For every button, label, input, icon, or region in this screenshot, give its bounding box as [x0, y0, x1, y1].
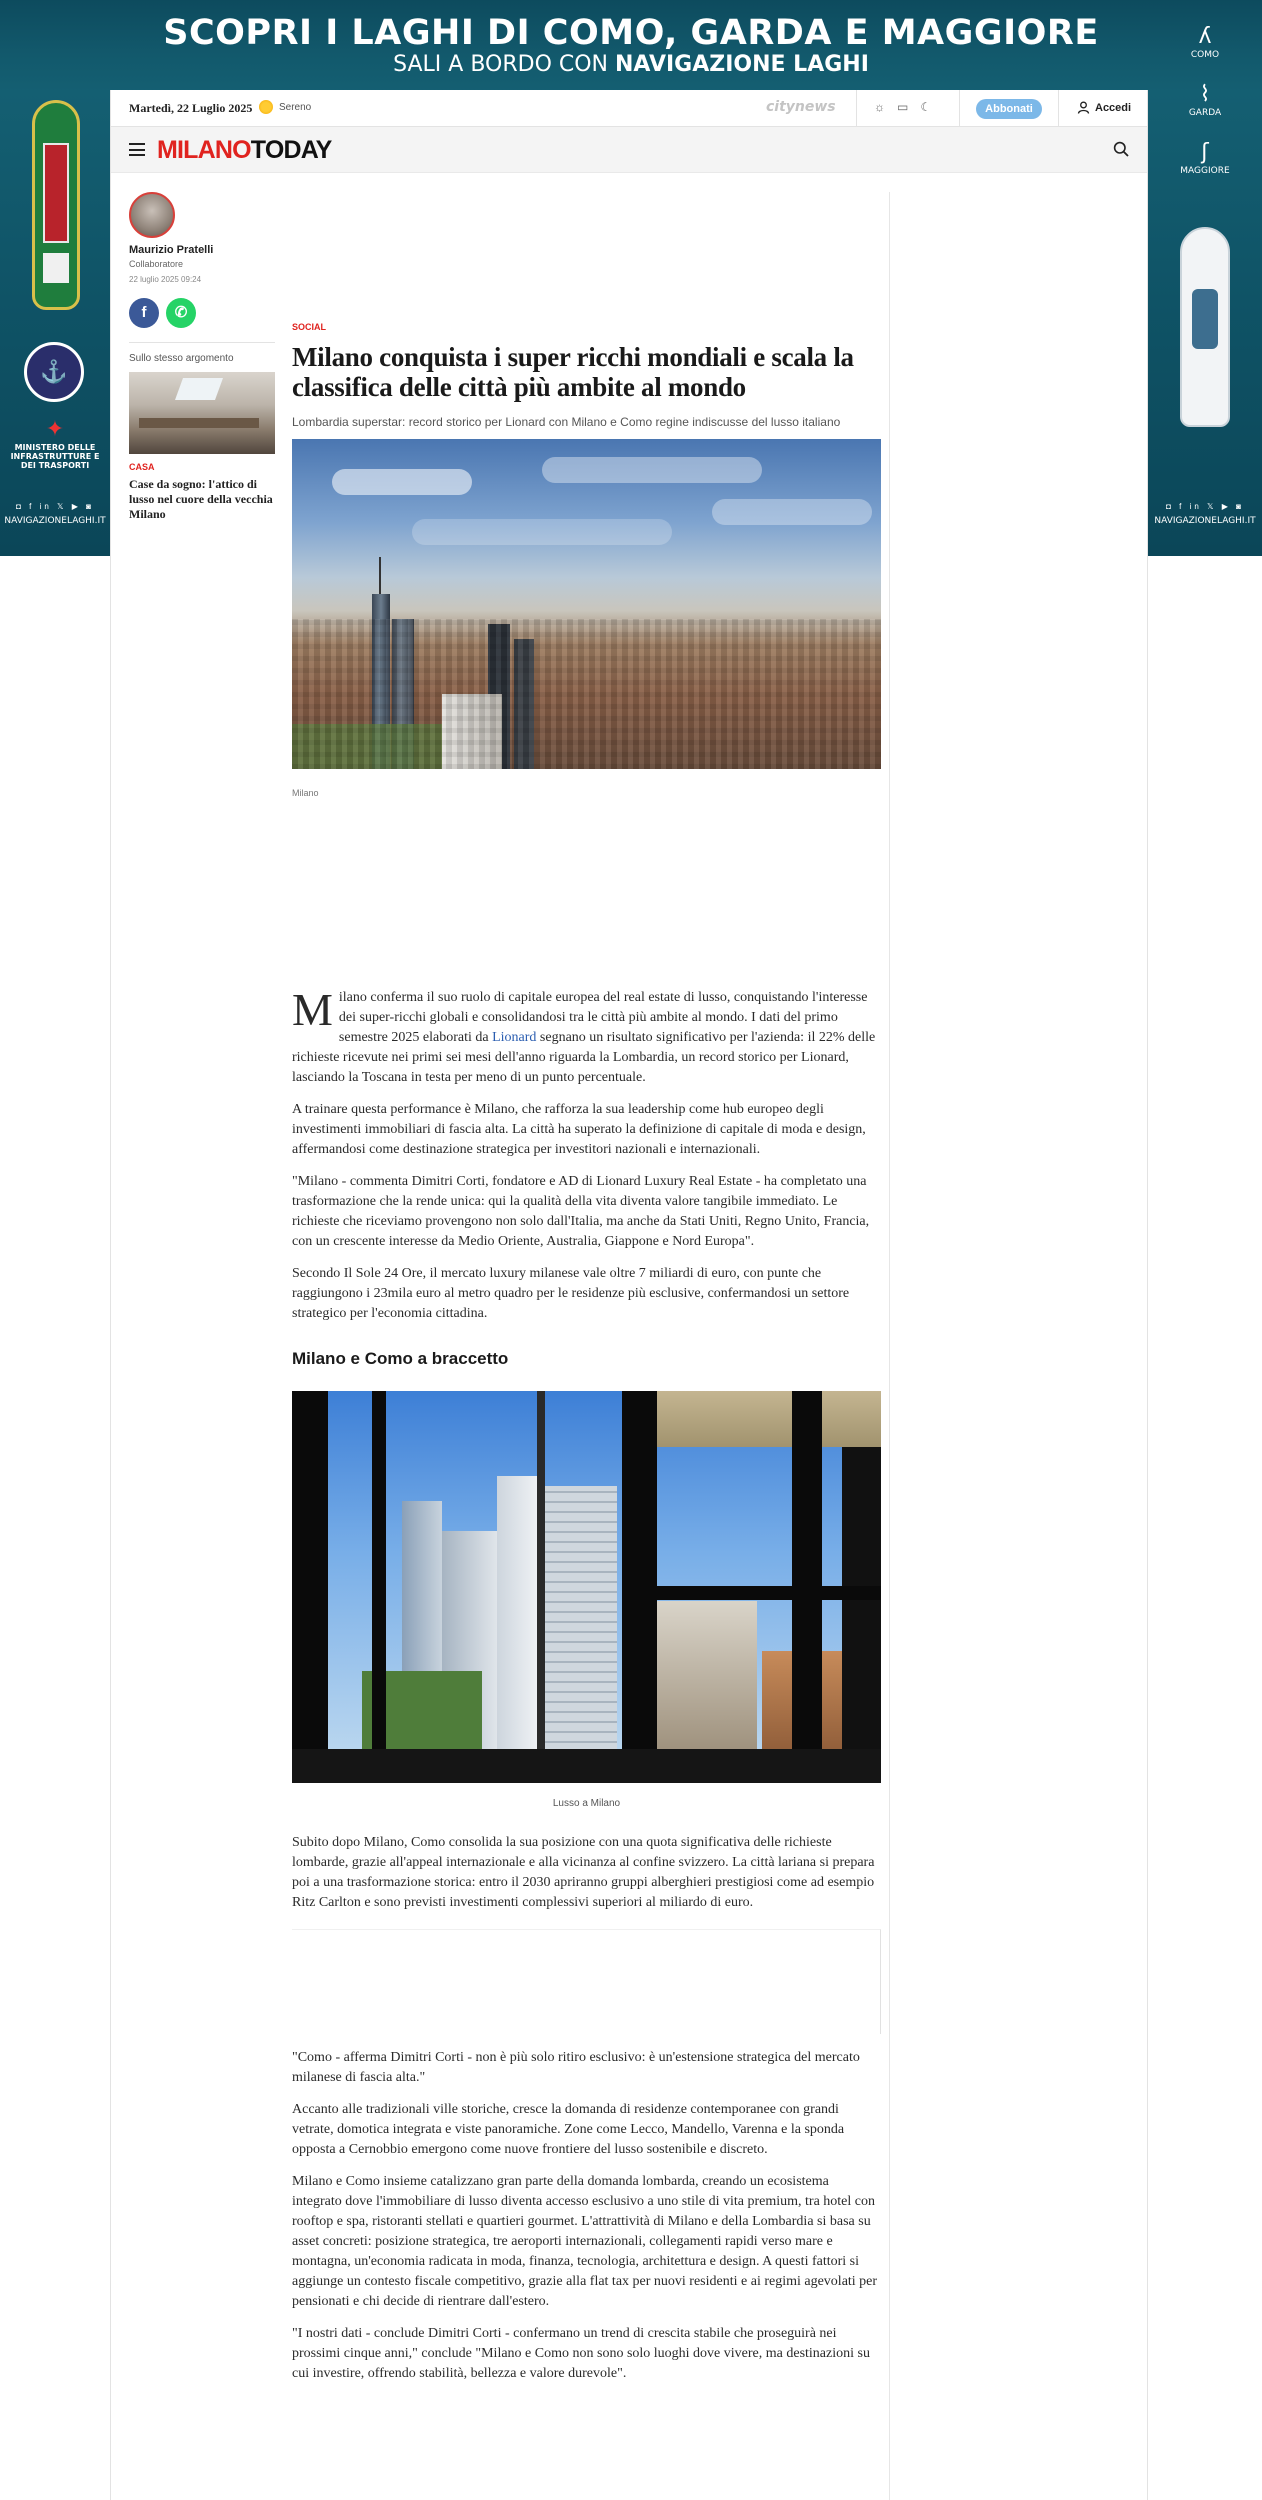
ad-social-icons: ◘ f in 𝕏 ▶ ◙ [16, 502, 94, 511]
ad-site-link[interactable]: NAVIGAZIONELAGHI.IT [4, 516, 106, 526]
hero-image[interactable] [292, 439, 881, 769]
weather-label: Sereno [279, 101, 312, 113]
subscribe-button[interactable]: Abbonati [976, 99, 1042, 119]
user-icon [1077, 101, 1090, 114]
navigation-crest-icon: ⚓ [24, 342, 84, 402]
ad-headline: SCOPRI I LAGHI DI COMO, GARDA E MAGGIORE [163, 13, 1099, 53]
site-logo[interactable]: MILANOTODAY [157, 136, 332, 164]
share-buttons [129, 298, 275, 328]
hero-caption: Milano [292, 788, 319, 798]
boat-illustration [1180, 227, 1230, 427]
ad-subline: SALI A BORDO CON NAVIGAZIONE LAGHI [393, 52, 869, 77]
author-name[interactable]: Maurizio Pratelli [129, 244, 214, 256]
article-title: Milano conquista i super ricchi mondiali e scala la classifica delle città più ambite al mondo [292, 342, 854, 402]
ad-skin-right[interactable] [1148, 24, 1262, 556]
system-mode-icon[interactable]: ▭ [897, 100, 909, 114]
sun-icon [259, 100, 273, 114]
paragraph-1: Milano conferma il suo ruolo di capitale europea del real estate di lusso, conquistando l'interesse dei super-ricchi globali e consolidandosi tra le città più ambite al mondo. I dati del primo semestre 2025 elaborati da Lionard segnano un risultato significativo per l'azienda: il 22% delle richieste ricevute nei primi sei mesi dell'anno riguarda la Lombardia, un record storico per Lionard, lasciando la Toscana in testa per meno di un punto percentuale. [292, 984, 876, 1085]
author-avatar[interactable] [129, 192, 175, 238]
whatsapp-share-icon[interactable]: ✆ [166, 298, 196, 328]
site-container [110, 90, 1148, 2500]
paragraph-4: Secondo Il Sole 24 Ore, il mercato luxury milanese vale oltre 7 miliardi di euro, con punte che raggiungono i 23mila euro al metro quadro per le residenze più esclusive, confermandosi un settore strategico per l'economia cittadina. [292, 1266, 850, 1321]
related-category[interactable]: CASA [129, 462, 155, 472]
dropcap: M [292, 984, 333, 1035]
login-label: Accedi [1095, 101, 1132, 114]
theme-switcher [874, 100, 931, 114]
luxury-interior-image[interactable] [292, 1391, 881, 1783]
related-article-image[interactable] [129, 372, 275, 454]
login-button[interactable] [1077, 101, 1131, 114]
ad-skin-left[interactable] [0, 92, 110, 556]
ad-site-link-right[interactable]: NAVIGAZIONELAGHI.IT [1154, 516, 1256, 526]
author-role: Collaboratore [129, 259, 184, 269]
paragraph-9: "I nostri dati - conclude Dimitri Corti - confermano un trend di crescita stabile che proseguirà nei prossimi cinque anni," conclude "Milano e Como non sono solo luoghi dove vivere, ma destinazioni su cui investire, offrendo stabilità, bellezza e valore durevole". [292, 2326, 870, 2381]
article-body-continued [292, 2048, 881, 2384]
related-label: Sullo stesso argomento [129, 353, 234, 364]
article-subtitle: Lombardia superstar: record storico per Lionard con Milano e Como regine indiscusse del lusso italiano [292, 415, 841, 429]
weather [259, 100, 311, 114]
related-article-title[interactable]: Case da sogno: l'attico di lusso nel cuore della vecchia Milano [129, 477, 273, 521]
paragraph-7: Accanto alle tradizionali ville storiche, cresce la domanda di residenze contemporanee con grandi vetrate, domotica integrata e viste panoramiche. Zone come Lecco, Mandello, Varenna e la sponda opposta a Cernobbio emergono come nuove frontiere del lusso sostenibile e discreto. [292, 2102, 845, 2157]
paragraph-6: "Como - afferma Dimitri Corti - non è più solo ritiro esclusivo: è un'estensione strategica del mercato milanese di fascia alta." [292, 2050, 860, 2085]
paragraph-8: Milano e Como insieme catalizzano gran parte della domanda lombarda, creando un ecosistema integrato dove l'immobiliare di lusso diventa accesso esclusivo a uno stile di vita premium, tra hotel con rooftop e spa, ristoranti stellati e quartieri gourmet. L'attrattività di Milano e della Lombardia si basa su asset concreti: posizione strategica, tre aeroporti internazionali, collegamenti rapidi verso mare e montagna, un'economia radicata in moda, finanza, tecnologia, architettura e design. A questi fattori si aggiunge un contesto fiscale competitivo, grazie alla flat tax per nuovi residenti e ai regimi agevolati per pensionati e chi decide di rientrare dall'estero. [292, 2174, 878, 2309]
dark-mode-icon[interactable]: ☾ [920, 100, 932, 114]
current-date: Martedì, 22 Luglio 2025 [129, 101, 253, 115]
search-icon[interactable] [1113, 141, 1129, 157]
menu-icon[interactable] [129, 143, 145, 156]
top-bar [111, 90, 1147, 127]
main-nav [111, 127, 1147, 173]
lionard-link[interactable]: Lionard [492, 1030, 537, 1045]
image-caption: Lusso a Milano [552, 1798, 621, 1809]
article-sidebar [129, 192, 275, 522]
citynews-logo[interactable]: citynews [766, 99, 836, 115]
article-category[interactable]: SOCIAL [292, 322, 327, 332]
ferry-illustration [32, 100, 80, 310]
ministry-logo: ✦ MINISTERO DELLE INFRASTRUTTURE E DEI TRASPORTI [10, 417, 100, 470]
paragraph-5: Subito dopo Milano, Como consolida la sua posizione con una quota significativa delle richieste lombarde, grazie all'appeal internazionale e alla vicinanza al confine svizzero. La città lariana si prepara poi a una trasformazione storica: entro il 2030 apriranno gruppi alberghieri prestigiosi come ad esempio Ritz Carlton e sono previsti investimenti complessivi superiori al miliardo di euro. [292, 1835, 875, 1910]
paragraph-2: A trainare questa performance è Milano, che rafforza la sua leadership come hub europeo degli investimenti immobiliari di fascia alta. La città ha superato la definizione di capitale di moda e design, affermandosi come destinazione strategica per investitori nazionali e internazionali. [292, 1102, 866, 1157]
lake-maggiore-icon: ʃ MAGGIORE [1180, 140, 1230, 176]
publish-date: 22 luglio 2025 09:24 [129, 275, 202, 284]
facebook-share-icon[interactable]: f [129, 298, 159, 328]
lake-como-icon: ʎ COMO [1190, 24, 1220, 60]
inline-ad-slot[interactable] [292, 1929, 881, 2034]
paragraph-3: "Milano - commenta Dimitri Corti, fondatore e AD di Lionard Luxury Real Estate - ha completato una trasformazione che la rende unica: qui la qualità della vita diventa valore tangibile immediato. Le richieste che riceviamo provengono non solo dall'Italia, ma anche da Stati Uniti, Regno Unito, Francia, con un crescente interesse da Medio Oriente, Australia, Giappone e Nord Europa". [292, 1174, 870, 1249]
article-body [292, 984, 881, 1324]
lake-garda-icon: ⌇ GARDA [1188, 82, 1222, 118]
section-heading: Milano e Como a braccetto [292, 1349, 509, 1368]
article [292, 322, 881, 2396]
ad-social-icons-right: ◘ f in 𝕏 ▶ ◙ [1166, 502, 1244, 511]
light-mode-icon[interactable]: ☼ [874, 100, 885, 114]
ad-banner-top[interactable] [0, 0, 1262, 92]
